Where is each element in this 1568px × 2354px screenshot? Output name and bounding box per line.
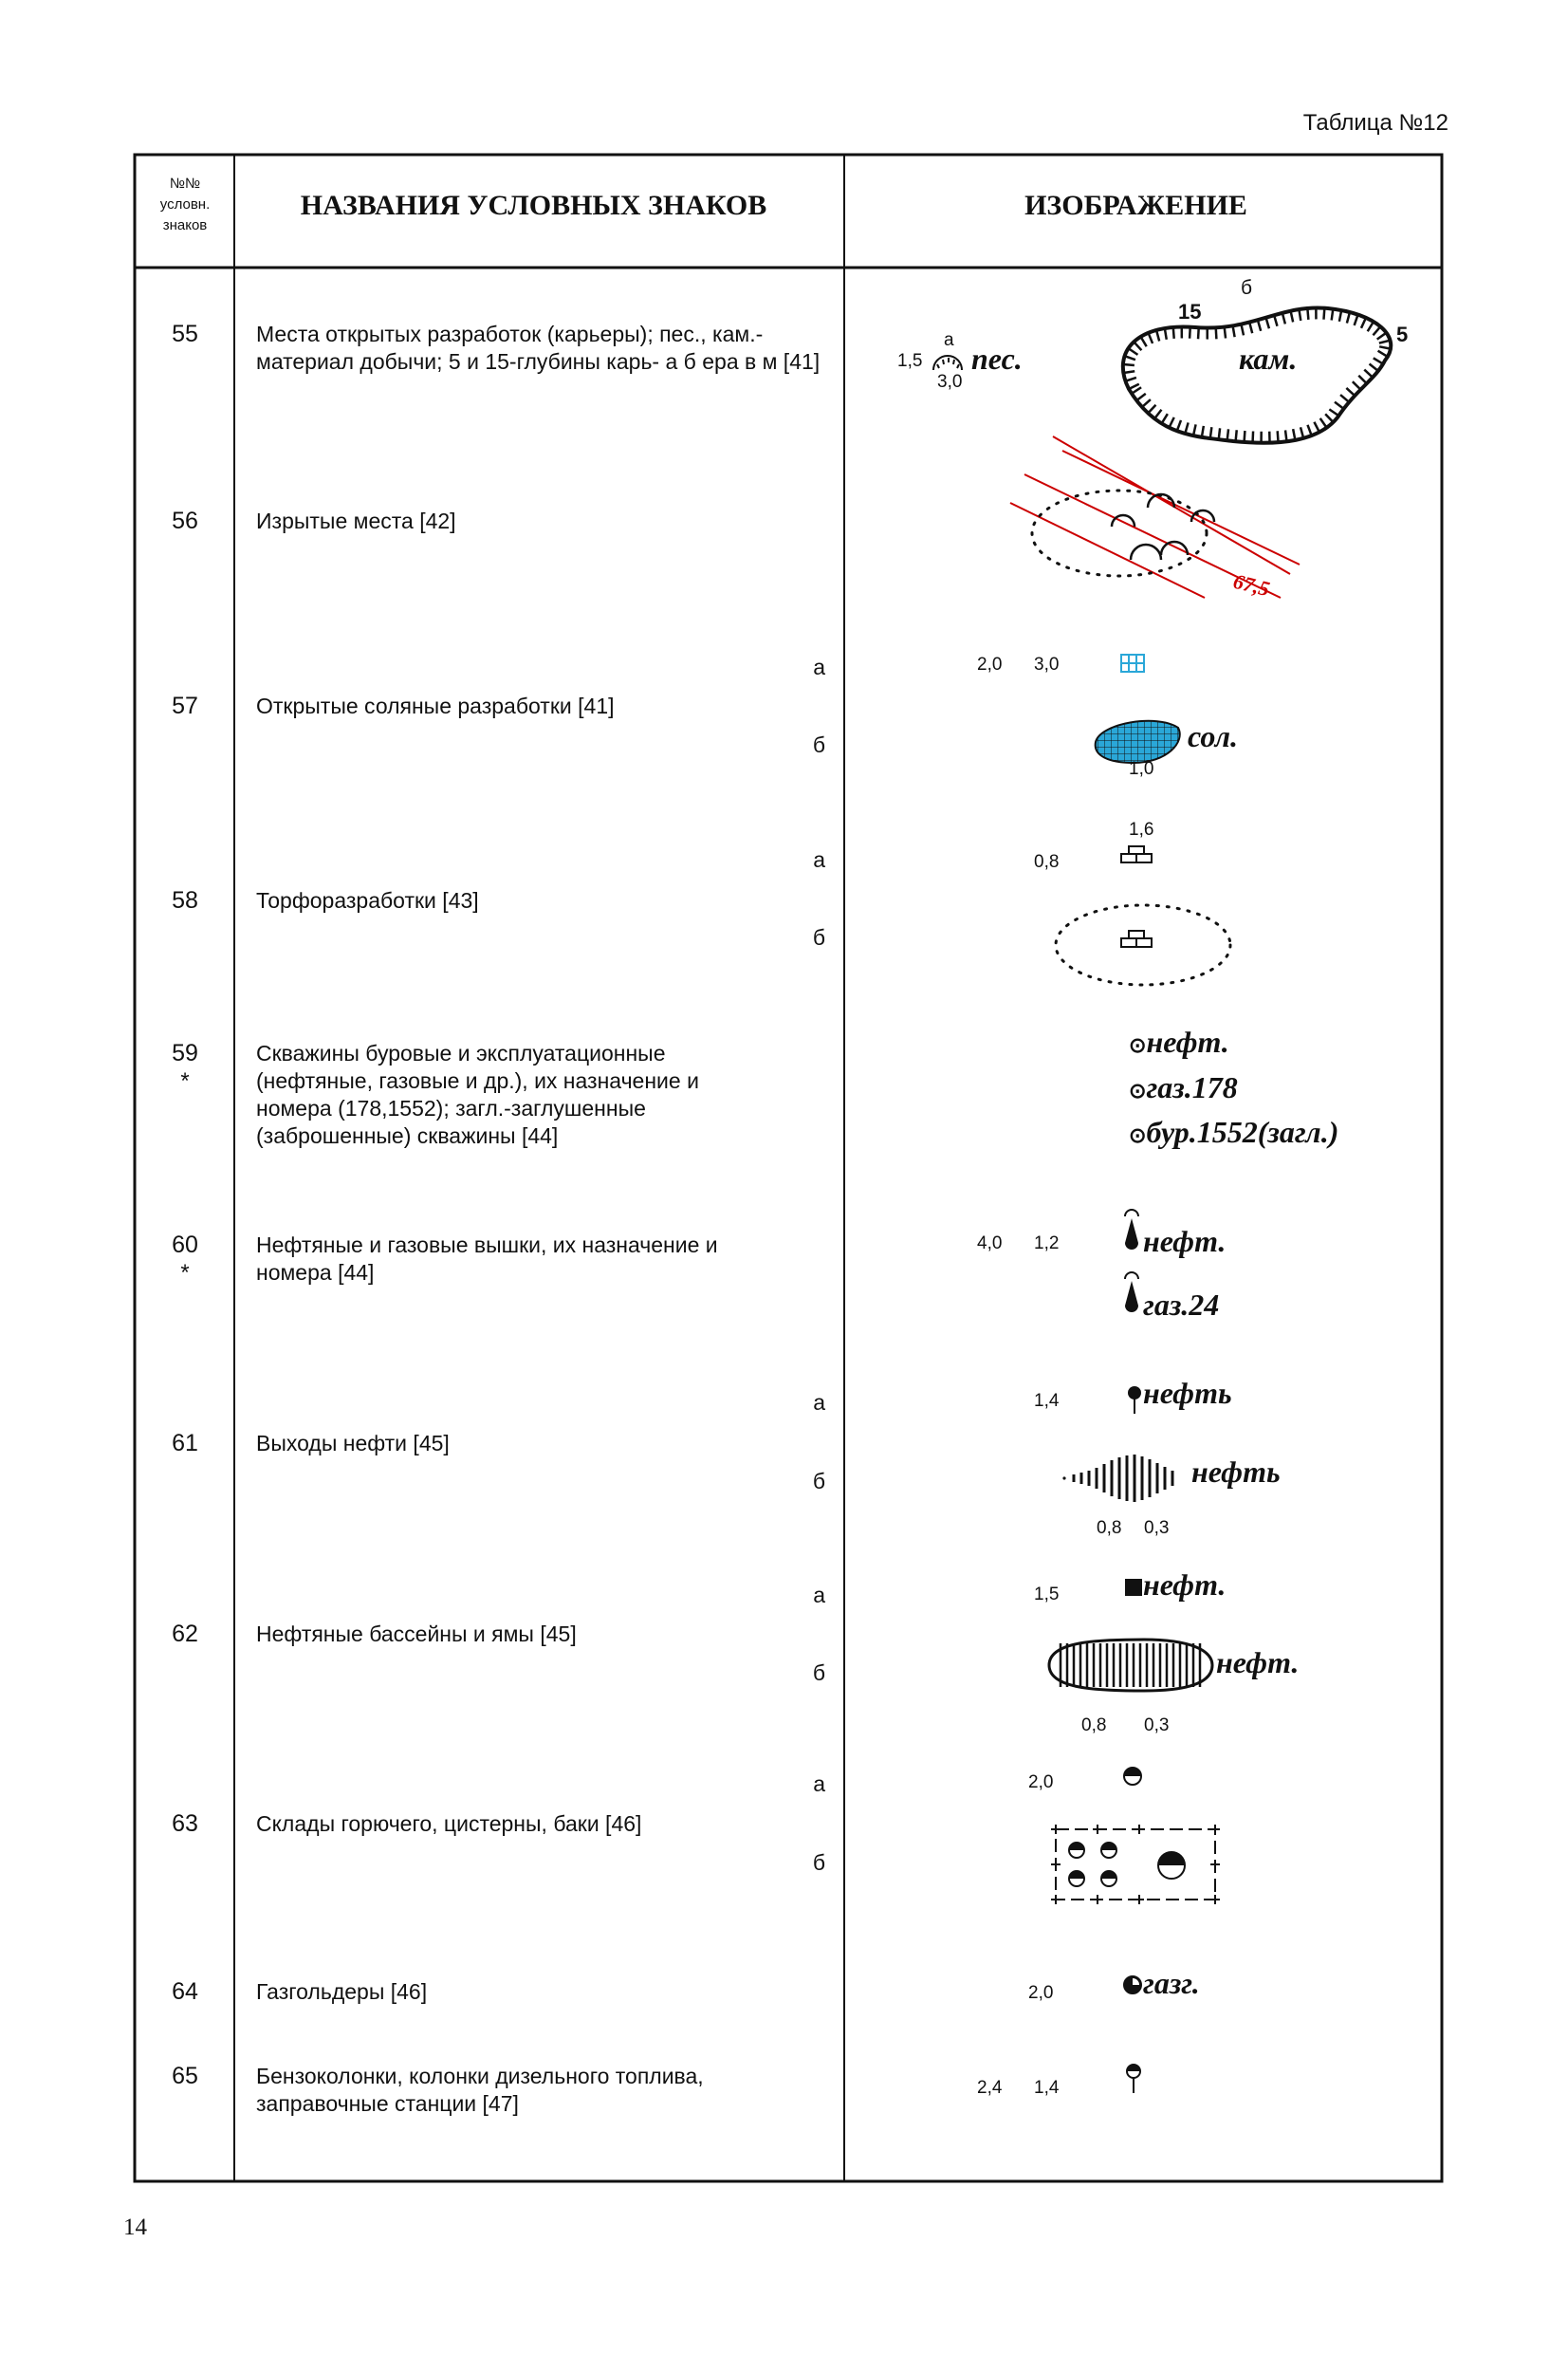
row-name: Газгольдеры [46] (256, 1979, 428, 2004)
fuel-depot-icon (1048, 1824, 1224, 1909)
dimension-label: 0,3 (1144, 1715, 1170, 1735)
variant-b-marker: б (812, 732, 825, 757)
row-name: Выходы нефти [45] (256, 1431, 450, 1455)
row-number: 56 (172, 508, 198, 534)
depth-label: 5 (1396, 323, 1409, 346)
row-number: 58 (172, 887, 198, 914)
salt-label: сол. (1188, 719, 1239, 753)
variant-b-marker: б (812, 925, 825, 950)
gasholder-label: газг. (1143, 1966, 1200, 2000)
page-number: 14 (123, 2215, 147, 2240)
fuel-station-icon (1123, 2061, 1144, 2099)
derrick-icon (1121, 1271, 1142, 1319)
row-number: 65 (172, 2063, 198, 2089)
row-number: 57 (172, 693, 198, 719)
well-circle-icon: ⊙ (1129, 1033, 1147, 1057)
variant-b-marker: б (812, 1469, 825, 1493)
header-num-line: №№ (169, 176, 201, 192)
dimension-label: 1,4 (1034, 2078, 1060, 2098)
header-name-col: НАЗВАНИЯ УСЛОВНЫХ ЗНАКОВ (300, 190, 767, 221)
dimension-label: 3,0 (937, 372, 963, 392)
dimension-label: 2,0 (1028, 1772, 1054, 1792)
table-caption: Таблица №12 (1302, 110, 1448, 136)
row-star: * (180, 1068, 190, 1094)
row-name: Открытые соляные разработки [41] (256, 694, 615, 718)
variant-a-marker: а (813, 1390, 825, 1415)
derrick-label: нефт. (1143, 1224, 1227, 1258)
header-num-col (138, 174, 232, 236)
well-circle-icon: ⊙ (1129, 1079, 1147, 1103)
drill-well-label (1129, 1115, 1338, 1150)
row-number: 61 (172, 1430, 198, 1456)
dimension-label: 1,6 (1129, 820, 1154, 840)
dimension-label: 3,0 (1034, 655, 1060, 675)
row-star: * (180, 1260, 190, 1286)
row-number: 63 (172, 1810, 198, 1837)
header-image-col: ИЗОБРАЖЕНИЕ (1024, 190, 1247, 221)
variant-b-marker: б (812, 1850, 825, 1875)
gasholder-icon (1121, 1974, 1144, 1996)
row-name: Изрытые места [42] (256, 509, 456, 533)
oil-pool-small-icon (1125, 1579, 1142, 1596)
oil-well-label (1129, 1025, 1229, 1060)
header-num-line: знаков (162, 217, 208, 233)
quarry-small-icon (930, 351, 968, 374)
variant-a-marker: а (813, 1771, 825, 1796)
stone-label: кам. (1239, 342, 1298, 376)
well-label-text: нефт. (1146, 1025, 1229, 1059)
dimension-label: 0,8 (1097, 1518, 1122, 1538)
variant-b-marker: б (812, 1660, 825, 1685)
dimension-label: 0,8 (1081, 1715, 1107, 1735)
gas-well-label (1129, 1070, 1238, 1105)
variant-b-label: б (1241, 277, 1253, 299)
header-num-line: условн. (159, 196, 211, 213)
depth-label: 15 (1178, 300, 1202, 324)
derrick-label: газ.24 (1143, 1288, 1220, 1322)
derrick-icon (1121, 1209, 1142, 1256)
row-name: Нефтяные бассейны и ямы [45] (256, 1622, 577, 1646)
well-label-text: газ.178 (1146, 1070, 1238, 1104)
dimension-label: 1,4 (1034, 1391, 1060, 1411)
oil-pool-label: нефт. (1143, 1567, 1227, 1602)
dimension-label: 2,4 (977, 2078, 1003, 2098)
row-name: Нефтяные и газовые вышки, их назначение и номера [44] (256, 1233, 718, 1285)
row-number: 59 (172, 1040, 198, 1066)
row-name: Места открытых разработок (карьеры); пес., кам.-материал добычи; 5 и 15-глубины карь- а б ера в м [41] (256, 322, 821, 374)
oil-seep-icon (1125, 1381, 1144, 1419)
variant-a-marker: а (813, 847, 825, 872)
row-number: 62 (172, 1621, 198, 1647)
dimension-label: 0,3 (1144, 1518, 1170, 1538)
peat-area-icon (1048, 898, 1238, 992)
dimension-label: 0,8 (1034, 852, 1060, 872)
oil-seep-label: нефть (1143, 1376, 1232, 1410)
contour-height-label: 67,5 (1230, 568, 1273, 602)
salt-grid-small-icon (1119, 653, 1148, 676)
well-label-text: бур.1552(загл.) (1146, 1115, 1339, 1149)
dimension-label: 2,0 (977, 655, 1003, 675)
row-name: Склады горючего, цистерны, баки [46] (256, 1811, 642, 1836)
oil-pool-area-icon (1040, 1632, 1220, 1698)
sand-label: пес. (971, 342, 1023, 376)
variant-a-marker: а (813, 1583, 825, 1607)
row-number: 55 (172, 321, 198, 347)
dimension-label: 4,0 (977, 1233, 1003, 1253)
row-name: Торфоразработки [43] (256, 888, 479, 913)
variant-a-marker: а (813, 655, 825, 679)
dimension-label: 1,0 (1129, 759, 1154, 779)
dimension-label: 1,5 (1034, 1585, 1060, 1604)
variant-a-label: а (944, 330, 954, 350)
dimension-label: 1,5 (897, 351, 923, 371)
well-circle-icon: ⊙ (1129, 1123, 1147, 1147)
row-name: Бензоколонки, колонки дизельного топлива, заправочные станции [47] (256, 2064, 704, 2116)
oil-seep-label: нефть (1191, 1455, 1281, 1489)
row-number: 64 (172, 1978, 198, 2005)
peat-icon (1119, 844, 1157, 867)
dimension-label: 2,0 (1028, 1983, 1054, 2003)
row-name: Скважины буровые и эксплуатационные (нефтяные, газовые и др.), их назначение и номера (178,1552); загл.-заглушенные (заброшенные) скважины [44] (256, 1041, 699, 1148)
oil-pool-label: нефт. (1216, 1645, 1300, 1679)
row-number: 60 (172, 1232, 198, 1258)
dimension-label: 1,2 (1034, 1233, 1060, 1253)
fuel-tank-icon (1121, 1765, 1144, 1788)
oil-seep-area-icon (1061, 1450, 1193, 1507)
